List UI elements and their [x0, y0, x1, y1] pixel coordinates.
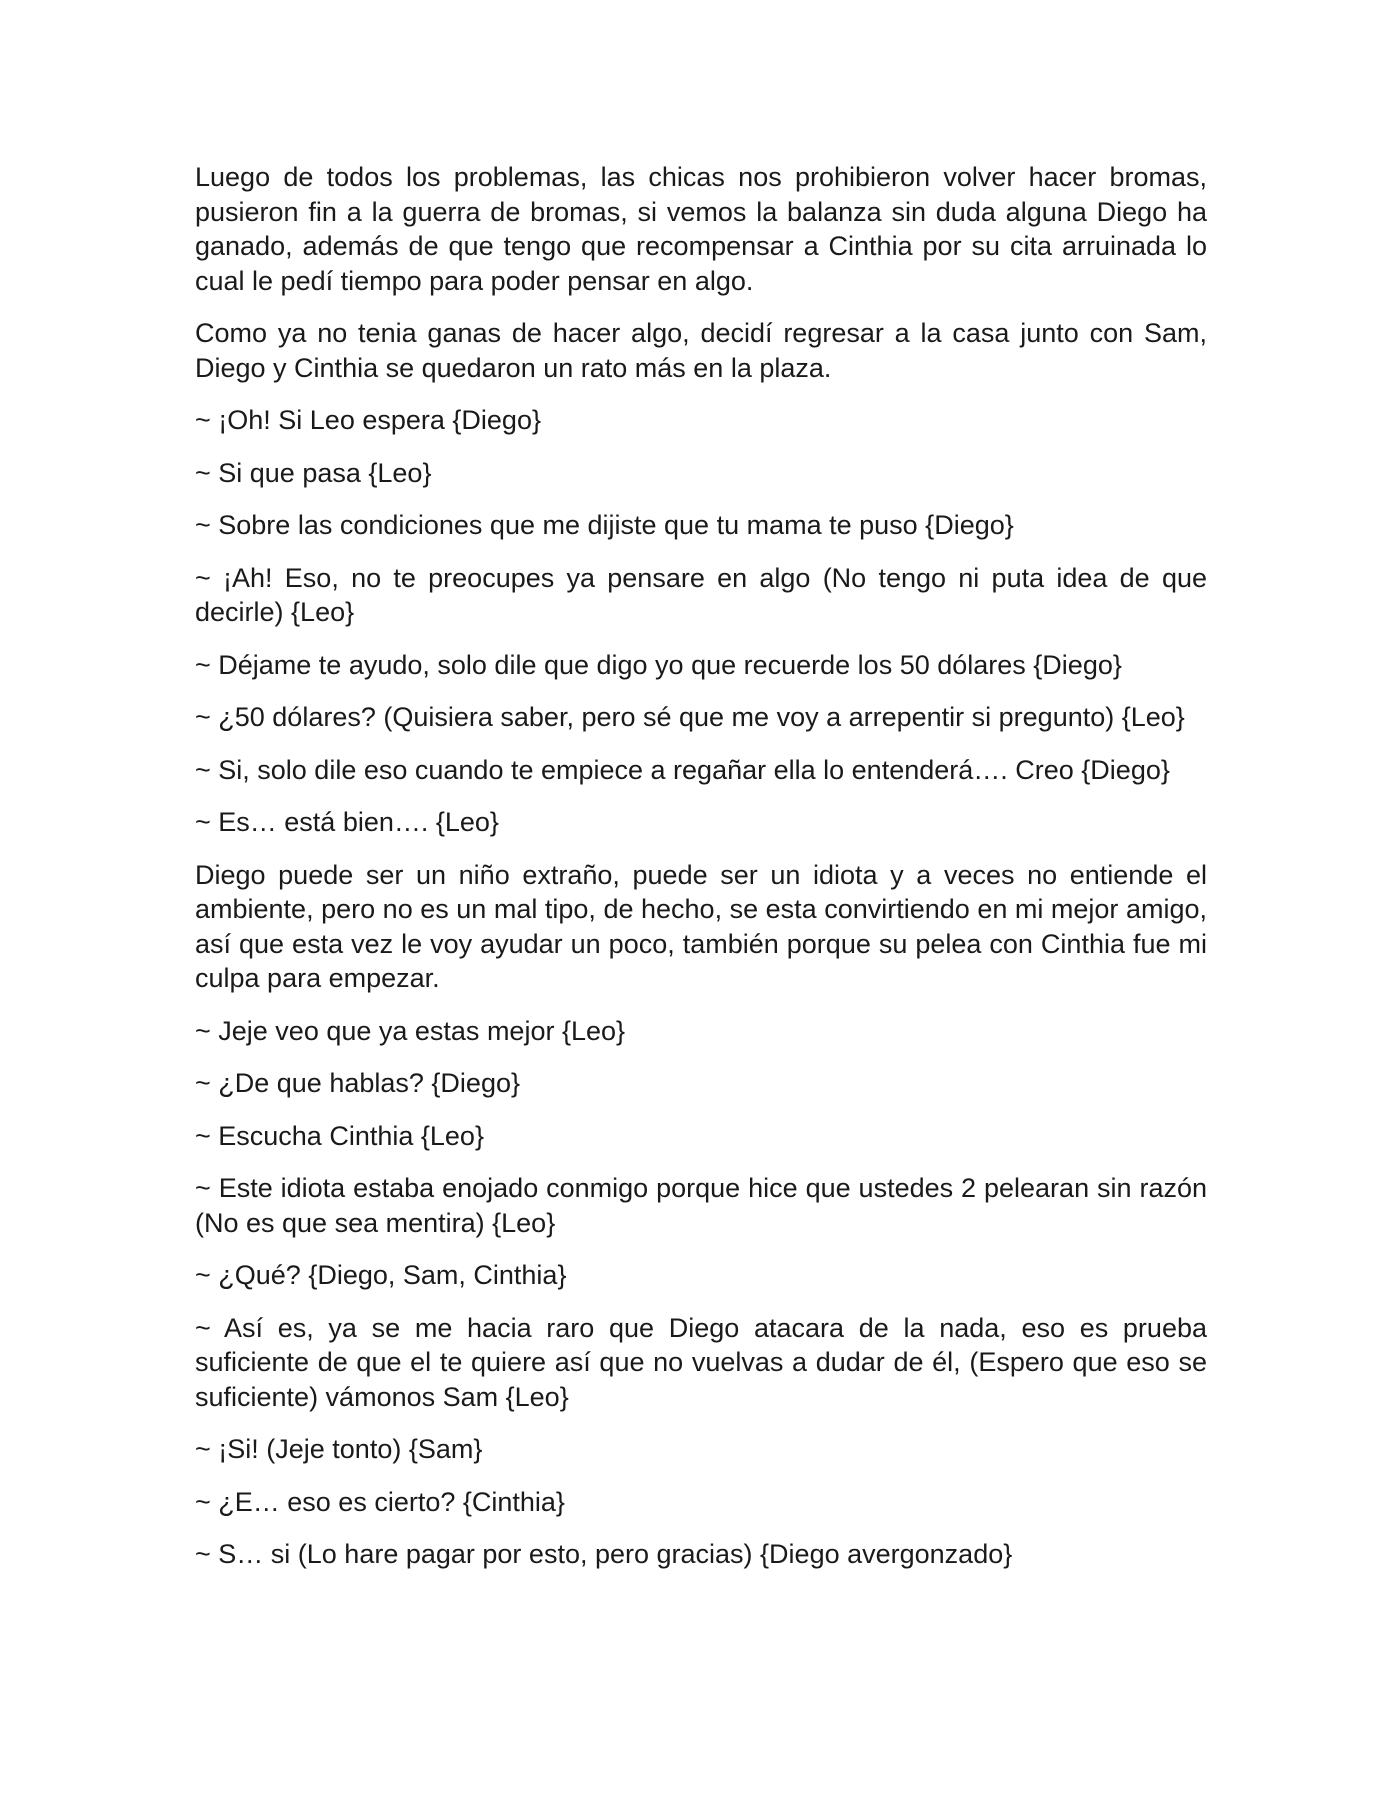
dialogue-line: ~ ¡Ah! Eso, no te preocupes ya pensare en algo (No tengo ni puta idea de que decirle) {Leo} [195, 562, 1207, 627]
narration-paragraph: Como ya no tenia ganas de hacer algo, decidí regresar a la casa junto con Sam, Diego y Cinthia se quedaron un rato más en la plaza. [195, 318, 1207, 383]
dialogue-line: ~ S… si (Lo hare pagar por esto, pero gracias) {Diego avergonzado} [195, 1539, 1013, 1569]
dialogue-line: ~ Déjame te ayudo, solo dile que digo yo que recuerde los 50 dólares {Diego} [195, 649, 1122, 680]
narration-paragraph: Diego puede ser un niño extraño, puede ser un idiota y a veces no entiende el ambiente, pero no es un mal tipo, de hecho, se esta convirtiendo en mi mejor amigo, así que esta vez le voy ayudar un poco, también porque su pelea con Cinthia fue mi culpa para empezar. [195, 859, 1207, 993]
dialogue-line: ~ ¿De que hablas? {Diego} [195, 1068, 520, 1098]
dialogue-line: ~ Si, solo dile eso cuando te empiece a regañar ella lo entenderá…. Creo {Diego} [195, 754, 1170, 785]
dialogue-line: ~ Si que pasa {Leo} [195, 457, 432, 488]
dialogue-line: ~ Este idiota estaba enojado conmigo porque hice que ustedes 2 pelearan sin razón (No es que sea mentira) {Leo} [195, 1173, 1207, 1238]
narration-paragraph: Luego de todos los problemas, las chicas nos prohibieron volver hacer bromas, pusieron fin a la guerra de bromas, si vemos la balanza sin duda alguna Diego ha ganado, además de que tengo que recompensar a Cinthia por su cita arruinada lo cual le pedí tiempo para poder pensar en algo. [195, 162, 1207, 296]
dialogue-line: ~ Es… está bien…. {Leo} [195, 807, 499, 837]
dialogue-line: ~ Jeje veo que ya estas mejor {Leo} [195, 1015, 626, 1046]
document-page [195, 160, 1207, 1590]
dialogue-line: ~ ¿50 dólares? (Quisiera saber, pero sé que me voy a arrepentir si pregunto) {Leo} [195, 702, 1185, 732]
dialogue-line: ~ Escucha Cinthia {Leo} [195, 1120, 484, 1151]
dialogue-line: ~ Sobre las condiciones que me dijiste que tu mama te puso {Diego} [195, 510, 1014, 540]
dialogue-line: ~ ¿E… eso es cierto? {Cinthia} [195, 1486, 565, 1517]
dialogue-line: ~ ¡Oh! Si Leo espera {Diego} [195, 405, 541, 435]
dialogue-line: ~ ¡Si! (Jeje tonto) {Sam} [195, 1434, 483, 1464]
dialogue-line: ~ Así es, ya se me hacia raro que Diego atacara de la nada, eso es prueba suficiente de que el te quiere así que no vuelvas a dudar de él, (Espero que eso se suficiente) vámonos Sam {Leo} [195, 1312, 1207, 1412]
dialogue-line: ~ ¿Qué? {Diego, Sam, Cinthia} [195, 1260, 567, 1290]
